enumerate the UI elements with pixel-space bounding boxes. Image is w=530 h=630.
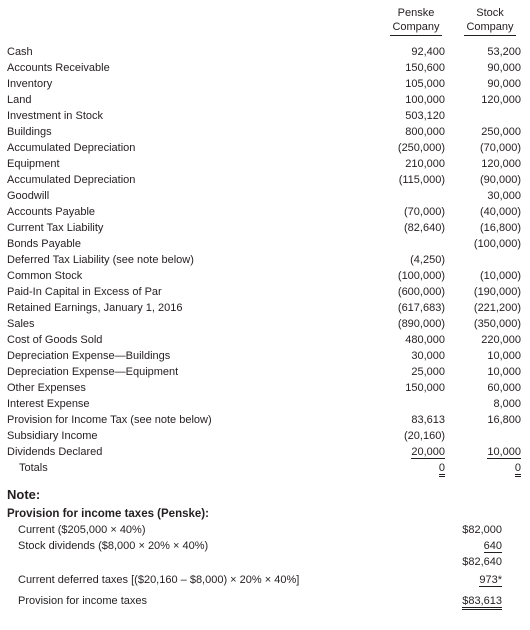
note-line-value: $83,613 (462, 595, 502, 610)
stock-value: (90,000) (480, 174, 521, 186)
penske-value: (617,683) (397, 302, 445, 314)
note-line-value: 640 (483, 540, 502, 552)
row-label: Sales (7, 318, 35, 330)
row-label: Retained Earnings, January 1, 2016 (7, 302, 183, 314)
penske-header-line1: Penske (397, 7, 435, 19)
table-row (7, 364, 525, 380)
penske-header-line2: Company (390, 20, 441, 36)
stock-value: (100,000) (473, 238, 521, 250)
penske-value: 30,000 (411, 350, 445, 362)
row-label: Accounts Payable (7, 206, 96, 218)
penske-value: (250,000) (397, 142, 445, 154)
row-label: Subsidiary Income (7, 430, 98, 442)
penske-value: (20,160) (404, 430, 445, 442)
note-line (18, 572, 510, 588)
table-row (7, 268, 525, 284)
table-row (7, 444, 525, 460)
row-label: Inventory (7, 78, 53, 90)
row-label: Paid-In Capital in Excess of Par (7, 286, 162, 298)
stock-value: (190,000) (473, 286, 521, 298)
penske-value: 25,000 (411, 366, 445, 378)
stock-value: 120,000 (481, 94, 521, 106)
penske-column-header (376, 6, 456, 36)
row-label: Current Tax Liability (7, 222, 104, 234)
note-line-label: Current deferred taxes [($20,160 – $8,000) × 20% × 40%] (18, 574, 300, 586)
stock-value: 10,000 (487, 366, 521, 378)
table-row (7, 236, 525, 252)
note-subtitle: Provision for income taxes (Penske): (7, 508, 209, 520)
stock-value: 250,000 (481, 126, 521, 138)
table-row (7, 380, 525, 396)
table-row (7, 140, 525, 156)
row-label: Common Stock (7, 270, 83, 282)
stock-header-line2: Company (464, 20, 515, 36)
penske-value: (115,000) (398, 174, 445, 186)
totals-row (7, 460, 525, 476)
row-label: Equipment (7, 158, 60, 170)
stock-value: (221,200) (473, 302, 521, 314)
table-row (7, 204, 525, 220)
stock-value: (10,000) (480, 270, 521, 282)
penske-value: (890,000) (397, 318, 445, 330)
row-label: Accumulated Depreciation (7, 174, 136, 186)
table-row (7, 188, 525, 204)
penske-value: (600,000) (397, 286, 445, 298)
note-line-value: $82,640 (462, 556, 502, 568)
stock-value: 90,000 (487, 62, 521, 74)
row-label: Depreciation Expense—Equipment (7, 366, 179, 378)
penske-value: 100,000 (405, 94, 445, 106)
penske-value: 800,000 (405, 126, 445, 138)
note-line (18, 522, 510, 538)
totals-penske: 0 (439, 462, 445, 477)
stock-value: (70,000) (480, 142, 521, 154)
note-line (18, 593, 510, 609)
table-row (7, 316, 525, 332)
stock-value: 60,000 (487, 382, 521, 394)
table-row (7, 44, 525, 60)
stock-value: 30,000 (487, 190, 521, 202)
table-row (7, 76, 525, 92)
table-row (7, 348, 525, 364)
row-label: Depreciation Expense—Buildings (7, 350, 171, 362)
note-line-label: Stock dividends ($8,000 × 20% × 40%) (18, 540, 209, 552)
table-row (7, 284, 525, 300)
note-line-label: Provision for income taxes (18, 595, 147, 607)
penske-value: 20,000 (411, 446, 445, 458)
table-row (7, 60, 525, 76)
stock-value: 53,200 (487, 46, 521, 58)
table-row (7, 412, 525, 428)
stock-value: (16,800) (480, 222, 521, 234)
row-label: Bonds Payable (7, 238, 81, 250)
totals-label: Totals (19, 462, 48, 474)
table-row (7, 252, 525, 268)
table-row (7, 332, 525, 348)
penske-value: 503,120 (405, 110, 445, 122)
note-line (18, 538, 510, 554)
penske-value: 210,000 (405, 158, 445, 170)
penske-value: (4,250) (410, 254, 445, 266)
table-row (7, 92, 525, 108)
row-label: Accounts Receivable (7, 62, 110, 74)
note-line-value: 973* (479, 574, 502, 586)
table-row (7, 428, 525, 444)
penske-value: 150,600 (405, 62, 445, 74)
row-label: Land (7, 94, 32, 106)
note-line-label: Current ($205,000 × 40%) (18, 524, 146, 536)
row-label: Goodwill (7, 190, 50, 202)
table-row (7, 156, 525, 172)
stock-value: 10,000 (487, 350, 521, 362)
stock-value: 10,000 (487, 446, 521, 458)
table-row (7, 300, 525, 316)
row-label: Accumulated Depreciation (7, 142, 136, 154)
stock-value: 90,000 (487, 78, 521, 90)
penske-value: 480,000 (405, 334, 445, 346)
row-label: Interest Expense (7, 398, 90, 410)
penske-value: (100,000) (397, 270, 445, 282)
row-label: Deferred Tax Liability (see note below) (7, 254, 194, 266)
row-label: Dividends Declared (7, 446, 103, 458)
row-label: Buildings (7, 126, 52, 138)
note-line-value: $82,000 (462, 524, 502, 536)
row-label: Cash (7, 46, 33, 58)
stock-value: (40,000) (480, 206, 521, 218)
table-row (7, 396, 525, 412)
table-row (7, 172, 525, 188)
totals-stock: 0 (515, 462, 521, 477)
row-label: Cost of Goods Sold (7, 334, 103, 346)
table-row (7, 124, 525, 140)
penske-value: 92,400 (411, 46, 445, 58)
table-row (7, 108, 525, 124)
stock-header-line1: Stock (476, 7, 504, 19)
penske-value: 83,613 (411, 414, 445, 426)
note-line (18, 554, 510, 570)
penske-value: 150,000 (405, 382, 445, 394)
penske-value: (70,000) (404, 206, 445, 218)
table-row (7, 220, 525, 236)
note-title: Note: (7, 487, 41, 502)
stock-value: 220,000 (481, 334, 521, 346)
penske-value: 105,000 (405, 78, 445, 90)
stock-value: 8,000 (493, 398, 521, 410)
row-label: Investment in Stock (7, 110, 103, 122)
stock-value: (350,000) (473, 318, 521, 330)
stock-column-header (454, 6, 526, 36)
penske-value: (82,640) (404, 222, 445, 234)
row-label: Other Expenses (7, 382, 86, 394)
row-label: Provision for Income Tax (see note below) (7, 414, 212, 426)
stock-value: 16,800 (487, 414, 521, 426)
stock-value: 120,000 (481, 158, 521, 170)
